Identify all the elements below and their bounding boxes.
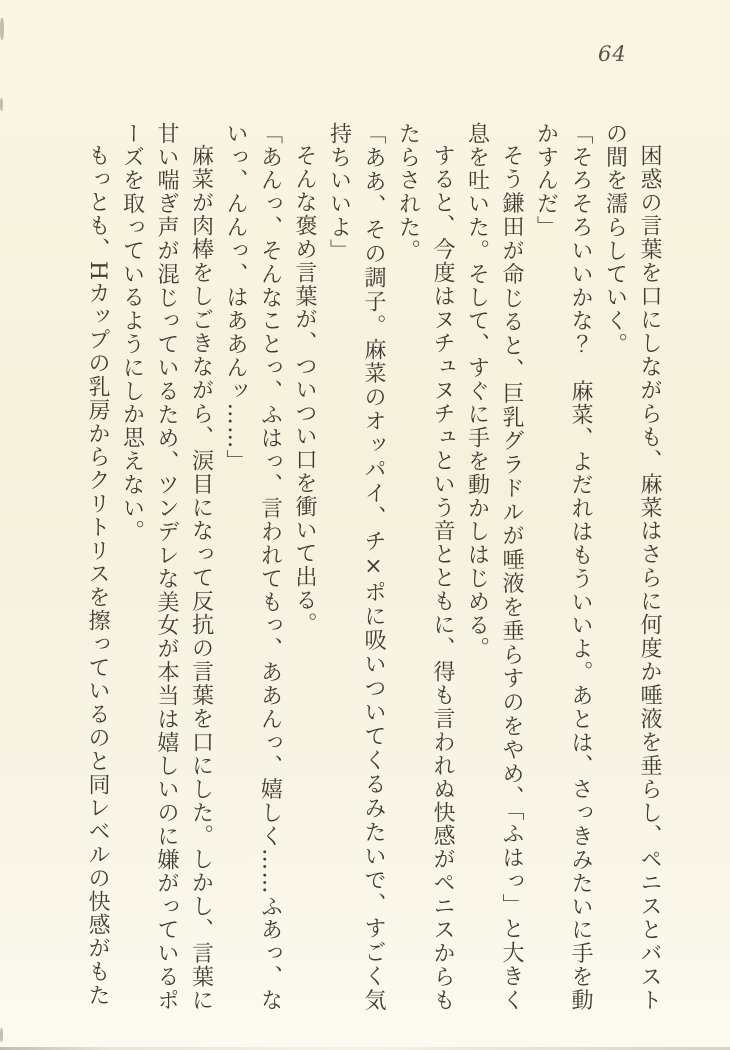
page-number: 64 <box>598 42 627 66</box>
paragraph-dialogue: 「そろそろいいかな？ 麻菜、よだれはもういいよ。あとは、さっきみたいに手を動かすんだ」 <box>533 122 593 1012</box>
paragraph: もっとも、Hカップの乳房からクリトリスを擦っているのと同レベルの快感がもた <box>85 144 110 1007</box>
paragraph-dialogue: 「ああ、その調子。麻菜のオッパイ、チ×ポに吸いついてくるみたいで、すごく気持ちいいよ」 <box>326 122 386 1012</box>
paragraph: 困惑の言葉を口にしながらも、麻菜はさらに何度か唾液を垂らし、ペニスとバストの間を濡らしていく。 <box>602 122 662 1012</box>
paragraph: すると、今度はヌチュヌチュという音とともに、得も言われぬ快感がペニスからもたらされた。 <box>395 122 455 1012</box>
paragraph: そう鎌田が命じると、巨乳グラドルが唾液を垂らすのをやめ、「ふはっ」と大きく息を吐いた。そして、すぐに手を動かしはじめる。 <box>464 122 524 1012</box>
paragraph: 麻菜が肉棒をしごきながら、涙目になって反抗の言葉を口にした。しかし、言葉に甘い喘ぎ声が混じっているため、ツンデレな美女が本当は嬉しいのに嫌がっているポーズを取っているようにしか思えない。 <box>119 122 214 1012</box>
vertical-text-block <box>80 122 667 1012</box>
scan-artifact <box>0 1028 3 1042</box>
scan-artifact <box>0 98 3 111</box>
paragraph: そんな褒め言葉が、ついつい口を衝いて出る。 <box>292 144 317 636</box>
scan-artifact <box>0 18 4 40</box>
paragraph-dialogue: 「あんっ、そんなことっ、ふはっ、言われてもっ、ああんっ、嬉しく……ふあっ、ないっ、んんっ、はああんッ……」 <box>223 122 283 1012</box>
